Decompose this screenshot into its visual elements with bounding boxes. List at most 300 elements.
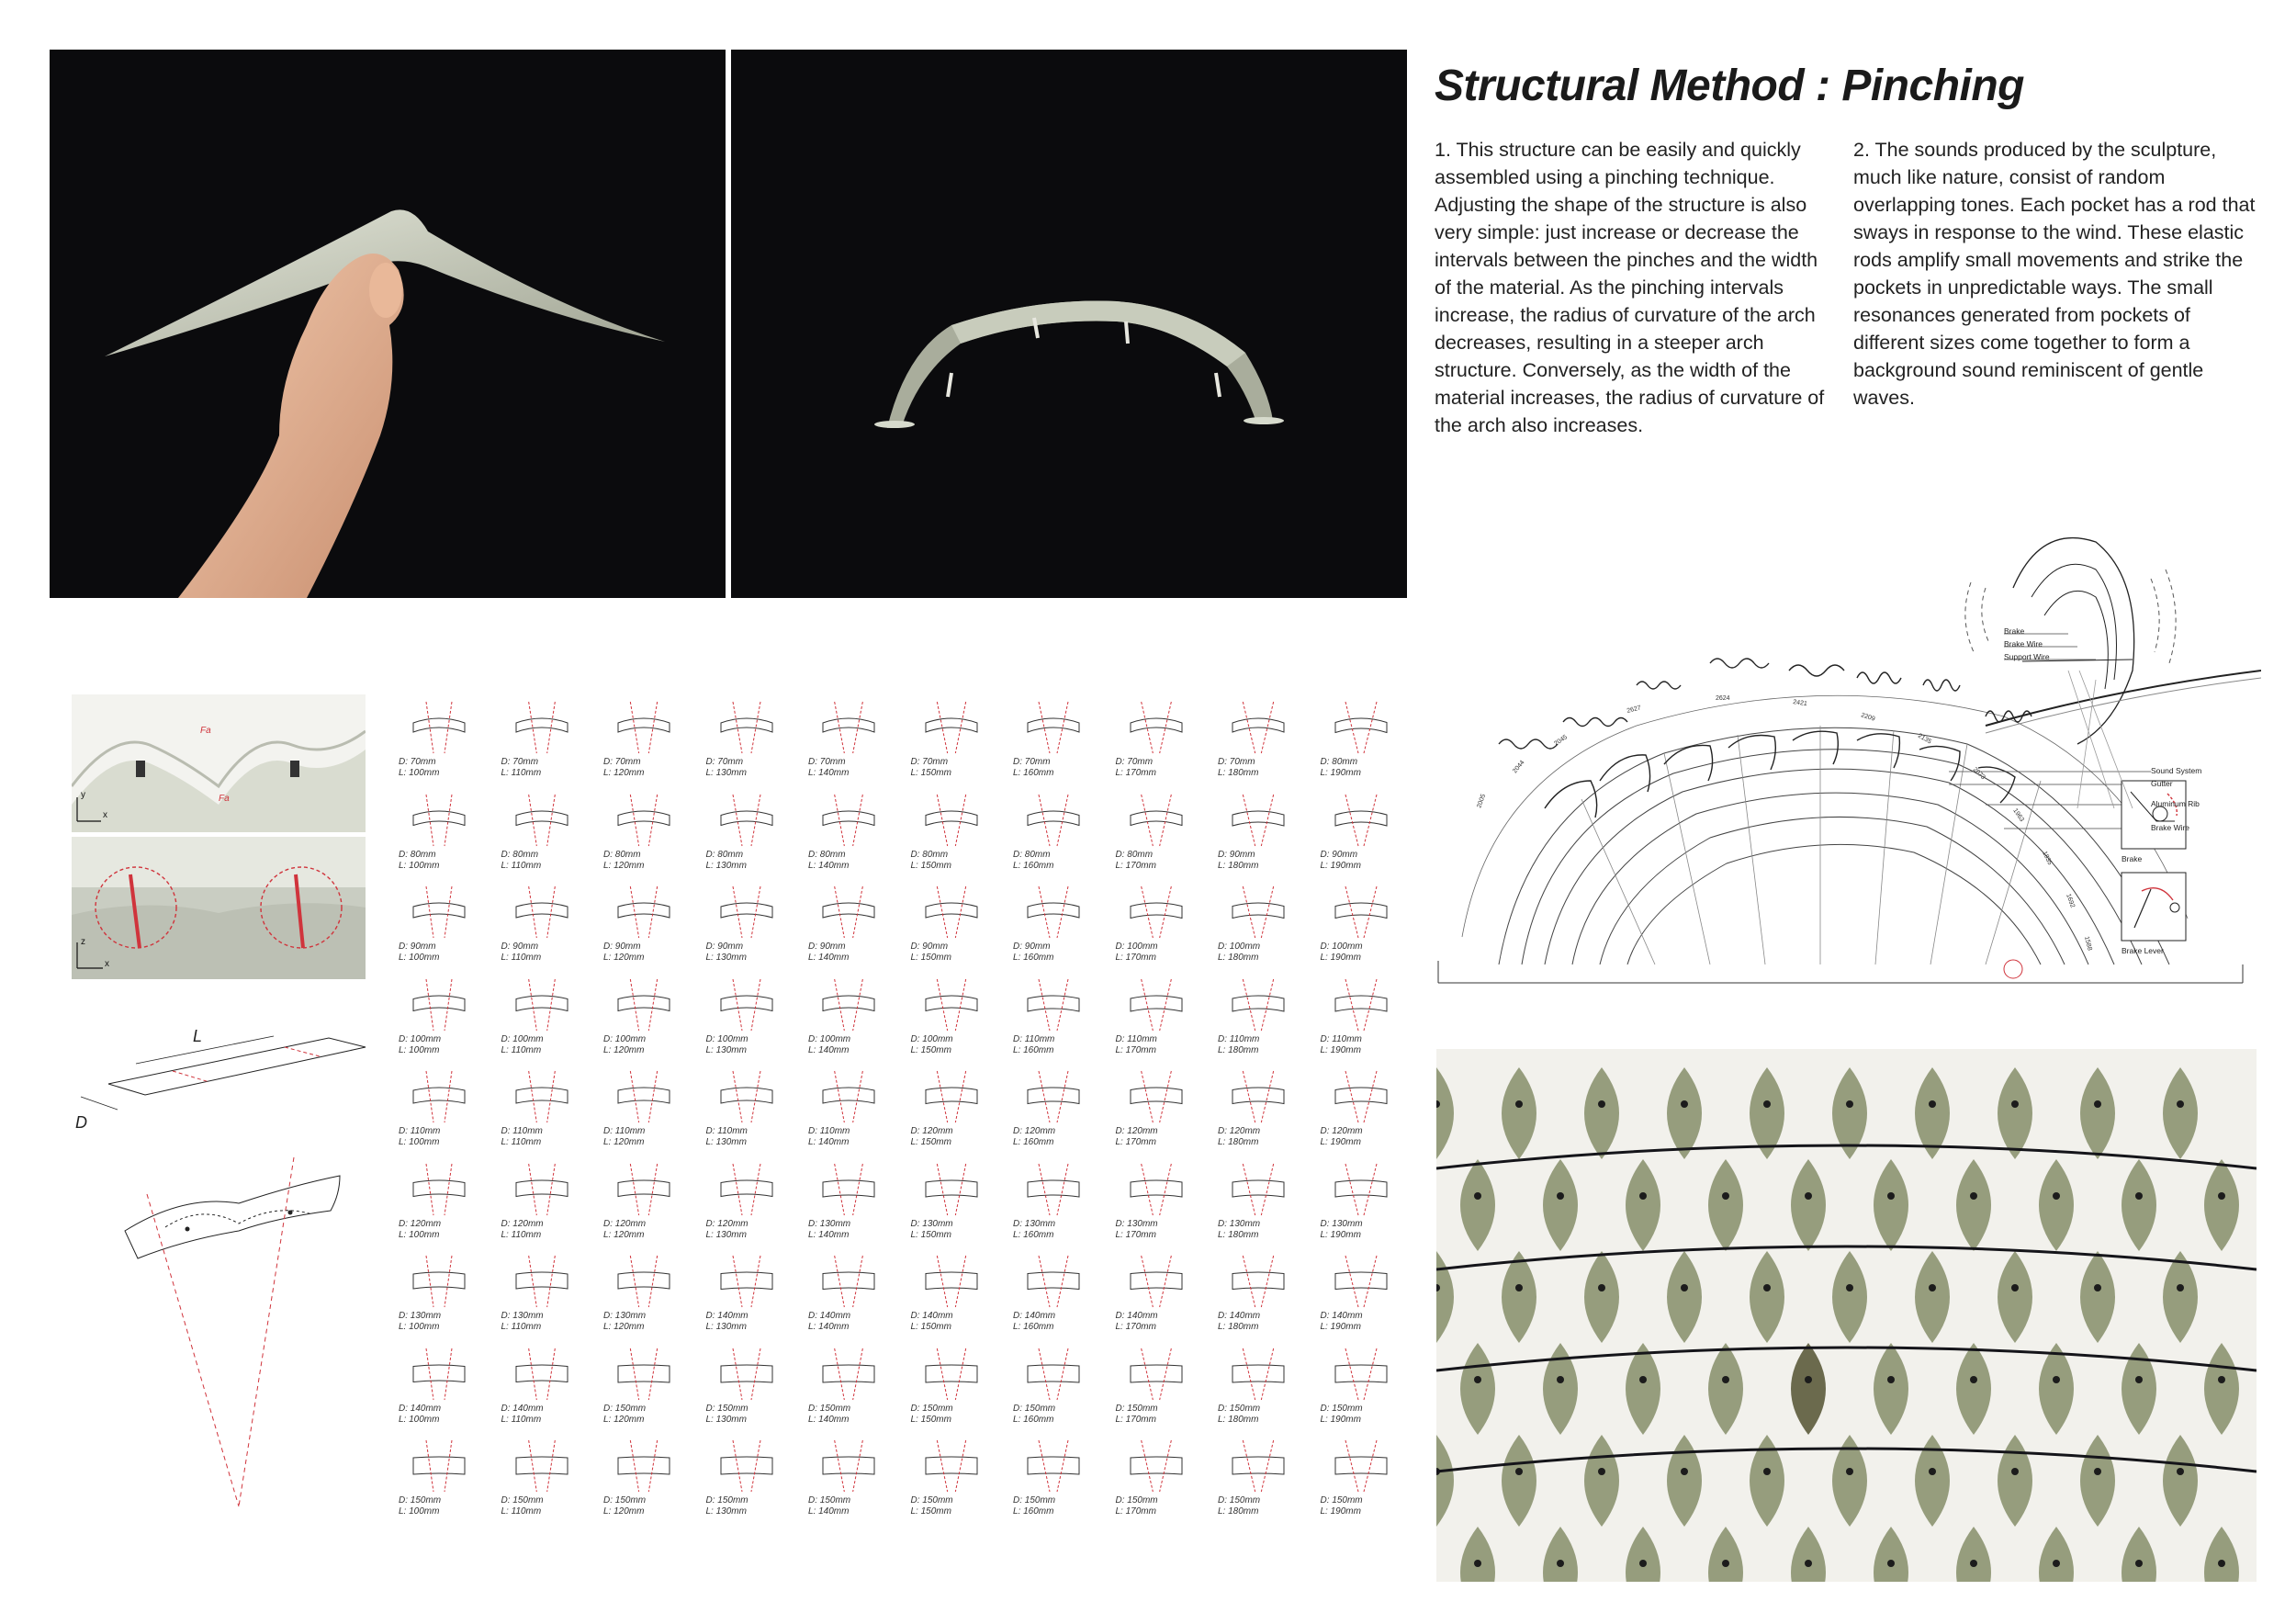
pinch-sample-sketch	[1120, 793, 1193, 850]
sample-length-label: L: 190mm	[1320, 1137, 1361, 1147]
pinch-line	[733, 979, 742, 1031]
pinch-sample	[805, 885, 906, 976]
sample-depth-label: D: 100mm	[1218, 942, 1261, 952]
pinch-line	[546, 1164, 555, 1215]
pinch-sample-sketch	[1324, 1069, 1398, 1126]
pinch-line	[955, 1071, 965, 1122]
pinch-sample	[1214, 1254, 1315, 1346]
pinch-sample-sketch	[1324, 700, 1398, 757]
sample-depth-label: D: 150mm	[910, 1403, 953, 1414]
sample-length-label: L: 150mm	[910, 1044, 951, 1055]
sample-length-label: L: 130mm	[705, 1322, 747, 1332]
canopy-rod-head	[1846, 1468, 1853, 1475]
strip-outline	[413, 1272, 465, 1289]
sample-depth-label: D: 110mm	[1218, 1033, 1260, 1044]
sample-depth-label: D: 90mm	[808, 942, 846, 952]
pinch-sample-sketch	[607, 793, 681, 850]
pinch-sample	[600, 1069, 701, 1161]
sample-depth-label: D: 130mm	[1320, 1218, 1363, 1229]
sample-length-label: L: 130mm	[705, 1414, 747, 1425]
pinch-line	[445, 979, 452, 1031]
sample-length-label: L: 160mm	[1013, 1414, 1054, 1425]
pinch-line	[1364, 886, 1377, 938]
pinch-sample-sketch	[1120, 1069, 1193, 1126]
sample-length-label: L: 120mm	[603, 1137, 645, 1147]
sample-length-label: L: 130mm	[705, 768, 747, 778]
pinch-line	[751, 1348, 760, 1400]
strip-outline	[618, 718, 670, 732]
pinch-line	[733, 1348, 742, 1400]
sample-length-label: L: 110mm	[501, 1414, 542, 1425]
pinch-sample-sketch	[915, 1347, 988, 1404]
force-label-top: Fa	[200, 726, 211, 736]
strip-outline	[1028, 1457, 1079, 1474]
pinch-sample-sketch	[607, 1347, 681, 1404]
pinch-line	[1057, 1256, 1068, 1307]
canopy-rod-head	[2011, 1284, 2019, 1291]
pinch-sample	[703, 1347, 804, 1438]
pinch-sample-sketch	[607, 885, 681, 942]
pinch-line	[1364, 1348, 1377, 1400]
sample-length-label: L: 130mm	[705, 860, 747, 871]
pinch-sample-sketch	[1324, 1347, 1398, 1404]
pinch-line	[733, 1164, 742, 1215]
sample-length-label: L: 100mm	[399, 1229, 440, 1240]
strip-outline	[926, 903, 977, 918]
strip-outline	[1232, 996, 1284, 1011]
pinch-sample-sketch	[1221, 1438, 1295, 1495]
pinch-sample-sketch	[1221, 1254, 1295, 1311]
sample-length-label: L: 130mm	[705, 953, 747, 963]
sample-length-label: L: 170mm	[1115, 1506, 1156, 1517]
sample-length-label: L: 100mm	[399, 953, 440, 963]
sample-depth-label: D: 120mm	[501, 1218, 544, 1229]
sample-depth-label: D: 120mm	[603, 1218, 647, 1229]
sample-depth-label: D: 130mm	[1013, 1218, 1056, 1229]
pinch-sample	[1317, 977, 1418, 1069]
sample-length-label: L: 130mm	[705, 1044, 747, 1055]
canopy-rod-head	[1639, 1560, 1647, 1567]
sample-length-label: L: 120mm	[603, 1506, 645, 1517]
pinch-sample-sketch	[1120, 885, 1193, 942]
sample-depth-label: D: 90mm	[399, 942, 436, 952]
pinch-sample	[395, 700, 496, 792]
pinch-line	[1345, 1440, 1358, 1492]
strip-outline	[618, 1272, 670, 1289]
canopy-pocket	[2204, 1527, 2239, 1582]
pinch-sample-sketch	[1017, 1069, 1090, 1126]
pinch-sample	[1317, 1069, 1418, 1161]
pinch-line	[630, 1164, 638, 1215]
canopy-pocket	[1543, 1159, 1578, 1251]
strip-outline	[1028, 903, 1079, 918]
pinch-line	[853, 795, 863, 846]
pinch-sample	[907, 1347, 1008, 1438]
sample-length-label: L: 170mm	[1115, 768, 1156, 778]
canopy-rod-head	[2218, 1376, 2225, 1383]
pinch-line	[1364, 795, 1377, 846]
canopy-rod-head	[1846, 1100, 1853, 1108]
sample-length-label: L: 120mm	[603, 1044, 645, 1055]
pinch-sample-sketch	[1017, 793, 1090, 850]
pinch-sample-sketch	[710, 1438, 783, 1495]
pinch-line	[751, 886, 760, 938]
sample-length-label: L: 130mm	[705, 1229, 747, 1240]
canopy-rod-head	[1763, 1100, 1771, 1108]
pinch-sample	[498, 1254, 599, 1346]
sample-length-label: L: 130mm	[705, 1506, 747, 1517]
canopy-rod-head	[1557, 1192, 1564, 1200]
pinch-line	[445, 1071, 452, 1122]
canopy-rod-head	[1681, 1284, 1688, 1291]
pinch-sample	[907, 1162, 1008, 1254]
pinch-line	[1141, 886, 1153, 938]
pinch-sample-sketch	[1324, 977, 1398, 1034]
sample-depth-label: D: 150mm	[808, 1495, 851, 1506]
strip-outline	[1131, 903, 1182, 919]
canopy-rod-head	[2094, 1100, 2101, 1108]
canopy-rod-head	[2094, 1468, 2101, 1475]
canopy-rod-head	[2053, 1192, 2060, 1200]
sample-depth-label: D: 130mm	[1218, 1218, 1261, 1229]
sample-length-label: L: 140mm	[808, 1506, 850, 1517]
strip-outline	[1232, 1088, 1284, 1104]
sample-length-label: L: 180mm	[1218, 1322, 1259, 1332]
label-sound-system: Sound System	[2151, 766, 2202, 775]
pinch-line	[1039, 1348, 1050, 1400]
strip-outline	[618, 811, 670, 826]
pinch-sample	[600, 1438, 701, 1530]
canopy-rod-head	[2218, 1560, 2225, 1567]
sample-length-label: L: 140mm	[808, 1414, 850, 1425]
pinch-sample-sketch	[402, 1254, 476, 1311]
pinch-sample	[498, 1347, 599, 1438]
force-label-bottom: Fa	[219, 794, 230, 804]
pinch-line	[426, 1440, 433, 1492]
pinch-sample-sketch	[1221, 793, 1295, 850]
pinch-line	[1345, 1071, 1358, 1122]
sample-length-label: L: 190mm	[1320, 768, 1361, 778]
canopy-pocket	[2204, 1159, 2239, 1251]
sample-depth-label: D: 100mm	[603, 1033, 647, 1044]
pinch-line	[546, 795, 555, 846]
sample-depth-label: D: 70mm	[705, 757, 744, 767]
pinch-sample	[395, 1347, 496, 1438]
pinch-line	[751, 1440, 760, 1492]
pinch-sample	[600, 1162, 701, 1254]
strip-outline	[926, 811, 977, 826]
axis-x2-label: x	[105, 959, 109, 969]
canopy-rod-head	[1805, 1376, 1812, 1383]
strip-outline	[823, 996, 874, 1011]
pinch-line	[1345, 1348, 1358, 1400]
pinch-line	[1159, 795, 1171, 846]
pinch-sample	[805, 1438, 906, 1530]
pinch-sample	[1214, 1069, 1315, 1161]
strip-outline	[618, 1180, 670, 1197]
pinch-line	[445, 1348, 452, 1400]
pinch-sample-sketch	[710, 1069, 783, 1126]
depth-label: D	[75, 1113, 87, 1132]
pinch-line	[1261, 1348, 1273, 1400]
canopy-pocket	[1956, 1159, 1991, 1251]
pinch-sample	[395, 977, 496, 1069]
pinch-sample-sketch	[1221, 1069, 1295, 1126]
canopy-rod-head	[1970, 1560, 1977, 1567]
sample-depth-label: D: 70mm	[1013, 757, 1051, 767]
canopy-pocket	[1436, 1251, 1454, 1343]
canopy-pocket	[1667, 1435, 1702, 1527]
strip-outline	[1028, 811, 1079, 826]
pinch-sample-sketch	[1120, 1438, 1193, 1495]
sample-length-label: L: 150mm	[910, 1137, 951, 1147]
canopy-rod-head	[2177, 1100, 2184, 1108]
pinch-sample	[907, 977, 1008, 1069]
pinch-line	[937, 979, 947, 1031]
sample-length-label: L: 140mm	[808, 953, 850, 963]
strip-outline	[618, 1457, 670, 1474]
sample-depth-label: D: 90mm	[1320, 849, 1358, 860]
pinch-sample	[395, 1162, 496, 1254]
canopy-pocket	[2163, 1435, 2198, 1527]
pinch-sample	[498, 1162, 599, 1254]
pinch-sample	[1112, 1347, 1213, 1438]
strip-outline	[721, 1180, 772, 1197]
pinch-line	[648, 1256, 657, 1307]
canopy-pocket	[1584, 1067, 1619, 1159]
pinch-sample-sketch	[1324, 1162, 1398, 1219]
pinch-line	[445, 1256, 452, 1307]
sample-depth-label: D: 90mm	[910, 942, 949, 952]
pinch-sample	[1112, 1438, 1213, 1530]
pinch-line	[1364, 1164, 1377, 1215]
canopy-rod-head	[1805, 1192, 1812, 1200]
canopy-pocket	[1460, 1159, 1495, 1251]
sample-depth-label: D: 70mm	[1218, 757, 1255, 767]
pinch-line	[1243, 886, 1255, 938]
sample-length-label: L: 190mm	[1320, 1506, 1361, 1517]
pinch-line	[955, 1440, 965, 1492]
canopy-rod-head	[2218, 1192, 2225, 1200]
sample-depth-label: D: 150mm	[808, 1403, 851, 1414]
pinch-line	[835, 795, 845, 846]
strip-outline	[823, 1365, 874, 1382]
pinch-sample-sketch	[1017, 1162, 1090, 1219]
pinch-line	[528, 979, 536, 1031]
strip-outline	[516, 996, 568, 1011]
pinch-sample-sketch	[1324, 885, 1398, 942]
sample-length-label: L: 100mm	[399, 1506, 440, 1517]
strip-outline	[721, 903, 772, 918]
pinch-sample	[907, 1438, 1008, 1530]
sample-length-label: L: 110mm	[501, 953, 542, 963]
pinch-line	[1345, 1256, 1358, 1307]
strip-outline	[516, 1365, 568, 1382]
pinch-line	[630, 795, 638, 846]
pinch-line	[445, 1440, 452, 1492]
sample-depth-label: D: 90mm	[705, 942, 744, 952]
pinch-line	[853, 1348, 863, 1400]
pinch-sample	[1009, 1347, 1110, 1438]
strip-outline	[926, 1272, 977, 1290]
strip-outline	[1232, 1180, 1284, 1197]
strip-outline	[721, 1365, 772, 1382]
pinch-sample	[1317, 700, 1418, 792]
pinch-line	[528, 1256, 536, 1307]
pinch-sample	[498, 793, 599, 885]
pinch-line	[853, 886, 863, 938]
pinch-sample-sketch	[505, 700, 579, 757]
canopy-pocket	[1998, 1067, 2032, 1159]
pinch-sample-sketch	[402, 1069, 476, 1126]
pinch-line	[1364, 1071, 1377, 1122]
pinch-sample	[1112, 885, 1213, 976]
canopy-rod-head	[1887, 1560, 1895, 1567]
sample-depth-label: D: 150mm	[1013, 1495, 1056, 1506]
pinch-sample	[1112, 1069, 1213, 1161]
pinch-sample	[1009, 1162, 1110, 1254]
pinch-sample-sketch	[915, 1438, 988, 1495]
strip-outline	[823, 811, 874, 826]
sample-depth-label: D: 120mm	[1013, 1126, 1056, 1136]
pinch-sample-sketch	[505, 1254, 579, 1311]
strip-outline	[516, 811, 568, 826]
pinch-line	[528, 1440, 536, 1492]
pinch-sample-sketch	[710, 1254, 783, 1311]
sample-length-label: L: 110mm	[501, 1137, 542, 1147]
pinch-line	[528, 1348, 536, 1400]
strip-outline	[1028, 1272, 1079, 1290]
pinch-line	[1159, 1440, 1171, 1492]
pinch-line	[937, 1440, 947, 1492]
pinch-sample	[600, 1254, 701, 1346]
strip-outline	[926, 1088, 977, 1104]
canopy-pocket	[1584, 1251, 1619, 1343]
pinch-line	[1057, 1164, 1068, 1215]
strip-outline	[413, 718, 465, 732]
canopy-pocket	[1626, 1527, 1660, 1582]
canopy-rod-head	[1887, 1376, 1895, 1383]
pinch-line	[1159, 979, 1171, 1031]
sample-depth-label: D: 150mm	[705, 1403, 748, 1414]
canopy-pocket	[1584, 1435, 1619, 1527]
sample-length-label: L: 170mm	[1115, 953, 1156, 963]
canopy-rod-head	[1515, 1100, 1523, 1108]
pinch-test-grid	[395, 700, 1414, 1527]
strip-outline	[926, 1180, 977, 1197]
sample-length-label: L: 140mm	[808, 860, 850, 871]
canopy-rod-head	[1722, 1560, 1729, 1567]
pinch-sample	[1009, 793, 1110, 885]
pinch-sample	[498, 1069, 599, 1161]
pinch-sample	[1317, 1162, 1418, 1254]
strip-outline	[516, 1088, 568, 1103]
pinch-line	[955, 886, 965, 938]
pinch-sample	[498, 1438, 599, 1530]
strip-outline	[1335, 996, 1387, 1011]
sample-depth-label: D: 90mm	[603, 942, 641, 952]
sample-length-label: L: 150mm	[910, 1414, 951, 1425]
pinch-line	[835, 1256, 845, 1307]
pinch-line	[1261, 1256, 1273, 1307]
canopy-rod-head	[1763, 1284, 1771, 1291]
strip-outline	[823, 1088, 874, 1103]
strip-outline	[618, 903, 670, 918]
canopy-pocket	[2163, 1067, 2198, 1159]
pinch-sample	[1112, 700, 1213, 792]
strip-outline	[516, 1180, 568, 1197]
pinch-line	[1243, 1256, 1255, 1307]
page-title: Structural Method : Pinching	[1435, 62, 2024, 110]
strip-outline	[1131, 996, 1182, 1011]
sample-length-label: L: 120mm	[603, 1414, 645, 1425]
sample-depth-label: D: 140mm	[399, 1403, 442, 1414]
pinch-line	[1364, 1256, 1377, 1307]
pinch-sample-sketch	[607, 700, 681, 757]
pinch-line	[528, 1164, 536, 1215]
canopy-pocket	[1626, 1343, 1660, 1435]
strip-outline	[1131, 811, 1182, 826]
pinch-sample-sketch	[402, 977, 476, 1034]
canopy-rod-head	[1474, 1376, 1481, 1383]
pinch-line	[1159, 1256, 1171, 1307]
pinch-sample	[907, 793, 1008, 885]
sample-length-label: L: 150mm	[910, 1506, 951, 1517]
sample-depth-label: D: 100mm	[399, 1033, 442, 1044]
pinch-line	[1243, 1071, 1255, 1122]
pinch-line	[937, 795, 947, 846]
pinch-sample-sketch	[1324, 1254, 1398, 1311]
pinch-line	[528, 1071, 536, 1122]
canopy-rod-head	[1929, 1284, 1936, 1291]
pinch-line	[426, 979, 433, 1031]
paragraph-sound: 2. The sounds produced by the sculpture, much like nature, consist of random overlapping tones. Each pocket has a rod that sways in response to the wind. These elastic rods amplify small movements and strike the pockets in unpredictable ways. The small resonances generated from pockets of different sizes come together to form a background sound reminiscent of gentle waves.	[1853, 139, 2256, 409]
pinch-line	[1364, 702, 1377, 753]
dim-2135: 2135	[1917, 732, 1932, 746]
canopy-pocket	[2080, 1251, 2115, 1343]
sample-depth-label: D: 70mm	[1115, 757, 1154, 767]
sample-length-label: L: 170mm	[1115, 1044, 1156, 1055]
sample-length-label: L: 140mm	[808, 1229, 850, 1240]
canopy-rod-head	[1557, 1376, 1564, 1383]
canopy-pocket	[1956, 1343, 1991, 1435]
pinch-sample-sketch	[915, 1162, 988, 1219]
sample-depth-label: D: 90mm	[1218, 849, 1255, 860]
pinch-sample	[1214, 793, 1315, 885]
pinch-sample-sketch	[1324, 793, 1398, 850]
canopy-pocket	[2122, 1343, 2156, 1435]
pinch-sample-sketch	[1017, 977, 1090, 1034]
pinch-sample-sketch	[402, 700, 476, 757]
pinch-sample-sketch	[1120, 1254, 1193, 1311]
pinch-line	[1141, 1348, 1153, 1400]
pinch-sample-sketch	[402, 1347, 476, 1404]
pinch-line	[853, 1071, 863, 1122]
pinch-sample-sketch	[402, 1162, 476, 1219]
sample-depth-label: D: 110mm	[1115, 1033, 1157, 1044]
sample-length-label: L: 140mm	[808, 1137, 850, 1147]
pinch-sample-sketch	[1120, 977, 1193, 1034]
pinch-line	[751, 1071, 760, 1122]
pinch-sample	[907, 885, 1008, 976]
canopy-pocket	[1791, 1343, 1826, 1435]
strip-outline	[926, 718, 977, 732]
pinch-sample-sketch	[607, 1438, 681, 1495]
canopy-rod-head	[2094, 1284, 2101, 1291]
strip-outline	[516, 1457, 568, 1474]
sample-length-label: L: 110mm	[501, 768, 542, 778]
pinch-line	[546, 886, 555, 938]
